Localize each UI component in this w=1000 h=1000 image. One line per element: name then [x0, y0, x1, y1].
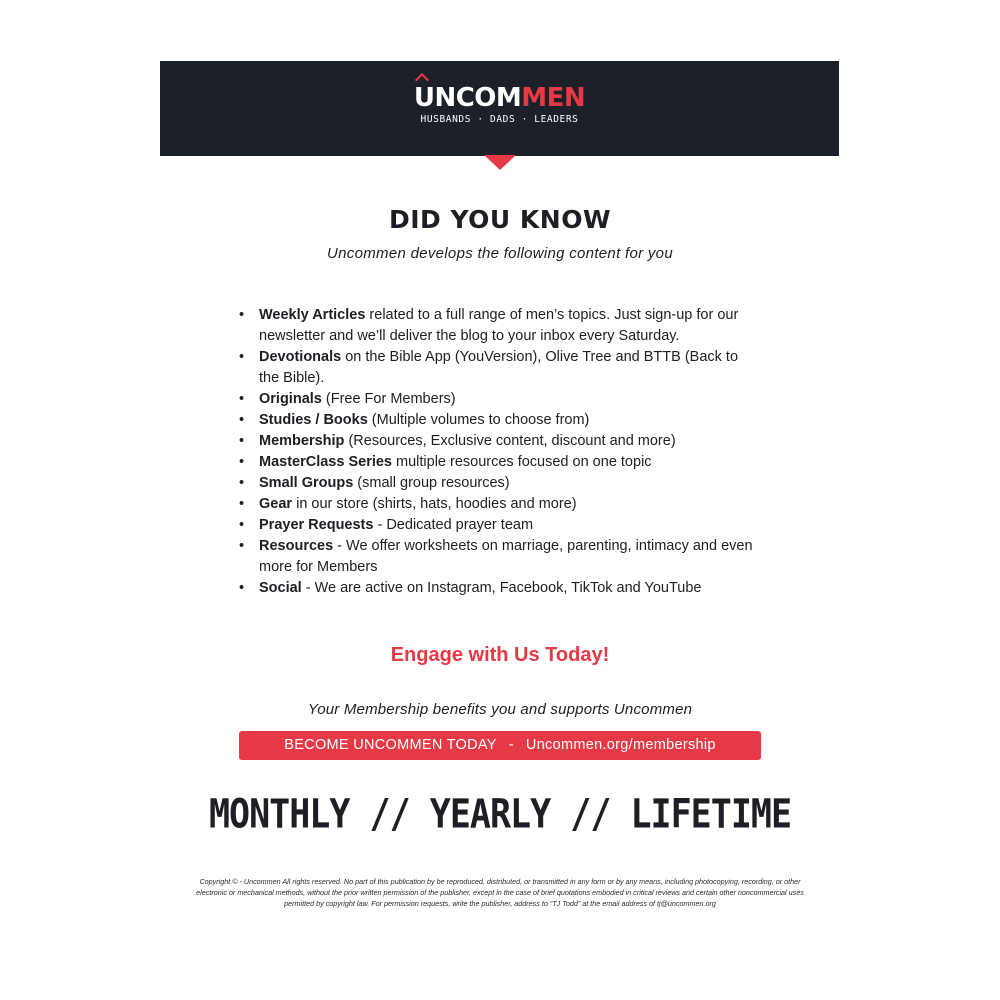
list-item-text: in our store (shirts, hats, hoodies and more) — [292, 496, 577, 512]
bullet-icon: • — [239, 391, 245, 407]
membership-link[interactable]: Uncommen.org/membership — [525, 737, 716, 753]
list-item — [239, 578, 761, 599]
list-item-name: Studies / Books — [259, 412, 368, 428]
list-item-text: (Resources, Exclusive content, discount and more) — [344, 433, 676, 449]
bullet-icon: • — [239, 496, 245, 512]
list-item-name: Weekly Articles — [259, 307, 366, 323]
page-subtitle: Uncommen develops the following content for you — [327, 245, 673, 262]
logo-prefix: UNCOM — [413, 83, 522, 113]
list-item — [239, 410, 761, 431]
list-item-text: - We offer worksheets on marriage, parenting, intimacy and even more for Members — [259, 538, 753, 575]
content-list — [239, 305, 761, 599]
bullet-icon: • — [239, 433, 245, 449]
list-item-text: related to a full range of men’s topics. Just sign-up for our newsletter and we’ll deliver the blog to your inbox every Saturday. — [259, 307, 739, 344]
list-item — [239, 494, 761, 515]
engage-heading: Engage with Us Today! — [390, 644, 610, 666]
list-item-text: (Free For Members) — [321, 391, 456, 407]
list-item — [239, 347, 761, 389]
bullet-icon: • — [239, 475, 245, 491]
list-item-name: MasterClass Series — [259, 454, 392, 470]
membership-benefit-text: Your Membership benefits you and supports Uncommen — [307, 701, 693, 718]
list-item — [239, 452, 761, 473]
bullet-icon: • — [239, 538, 245, 554]
list-item-name: Membership — [259, 433, 345, 449]
membership-plans: MONTHLY // YEARLY // LIFETIME — [208, 792, 792, 838]
list-item-text: (small group resources) — [353, 475, 510, 491]
cta-separator: - — [508, 737, 514, 753]
bullet-icon: • — [239, 517, 245, 533]
become-uncommen-button[interactable] — [239, 731, 761, 760]
list-item-text: multiple resources focused on one topic — [392, 454, 652, 470]
logo-tagline: HUSBANDS · DADS · LEADERS — [420, 114, 579, 125]
list-item — [239, 305, 761, 347]
list-item — [239, 431, 761, 452]
list-item-name: Resources — [259, 538, 334, 554]
cta-label: BECOME UNCOMMEN TODAY — [284, 737, 497, 753]
list-item-name: Small Groups — [259, 475, 354, 491]
header-pointer-icon — [484, 155, 516, 170]
bullet-icon: • — [239, 580, 245, 596]
list-item-name: Devotionals — [259, 349, 342, 365]
list-item-text: (Multiple volumes to choose from) — [367, 412, 590, 428]
list-item-text: on the Bible App (YouVersion), Olive Tree and BTTB (Back to the Bible). — [259, 349, 739, 386]
logo-wordmark — [414, 83, 585, 113]
page-title: DID YOU KNOW — [388, 205, 612, 234]
bullet-icon: • — [239, 454, 245, 470]
list-item-name: Prayer Requests — [259, 517, 374, 533]
list-item — [239, 389, 761, 410]
list-item — [239, 515, 761, 536]
uncommen-logo[interactable] — [160, 83, 839, 125]
list-item — [239, 536, 761, 578]
list-item-name: Gear — [259, 496, 293, 512]
copyright-notice: Copyright © - Uncommen All rights reserved. No part of this publication by be reproduced, distributed, or transmitted in any form or by any means, including photocopying, recording, or other electronic or mechanical methods, without the prior written permission of the publisher, except in the case of brief quotations embodied in critical reviews and certain other noncommercial uses permitted by copyright law. For permission requests, write the publisher, address to “TJ Todd” at the email address of tj@uncommen.org — [196, 877, 804, 908]
list-item-name: Social — [259, 580, 302, 596]
list-item-text: - We are active on Instagram, Facebook, TikTok and YouTube — [301, 580, 702, 596]
logo-suffix: MEN — [521, 83, 586, 113]
list-item — [239, 473, 761, 494]
bullet-icon: • — [239, 412, 245, 428]
list-item-name: Originals — [259, 391, 322, 407]
list-item-text: - Dedicated prayer team — [373, 517, 534, 533]
bullet-icon: • — [239, 307, 245, 323]
bullet-icon: • — [239, 349, 245, 365]
header-banner — [160, 61, 839, 156]
